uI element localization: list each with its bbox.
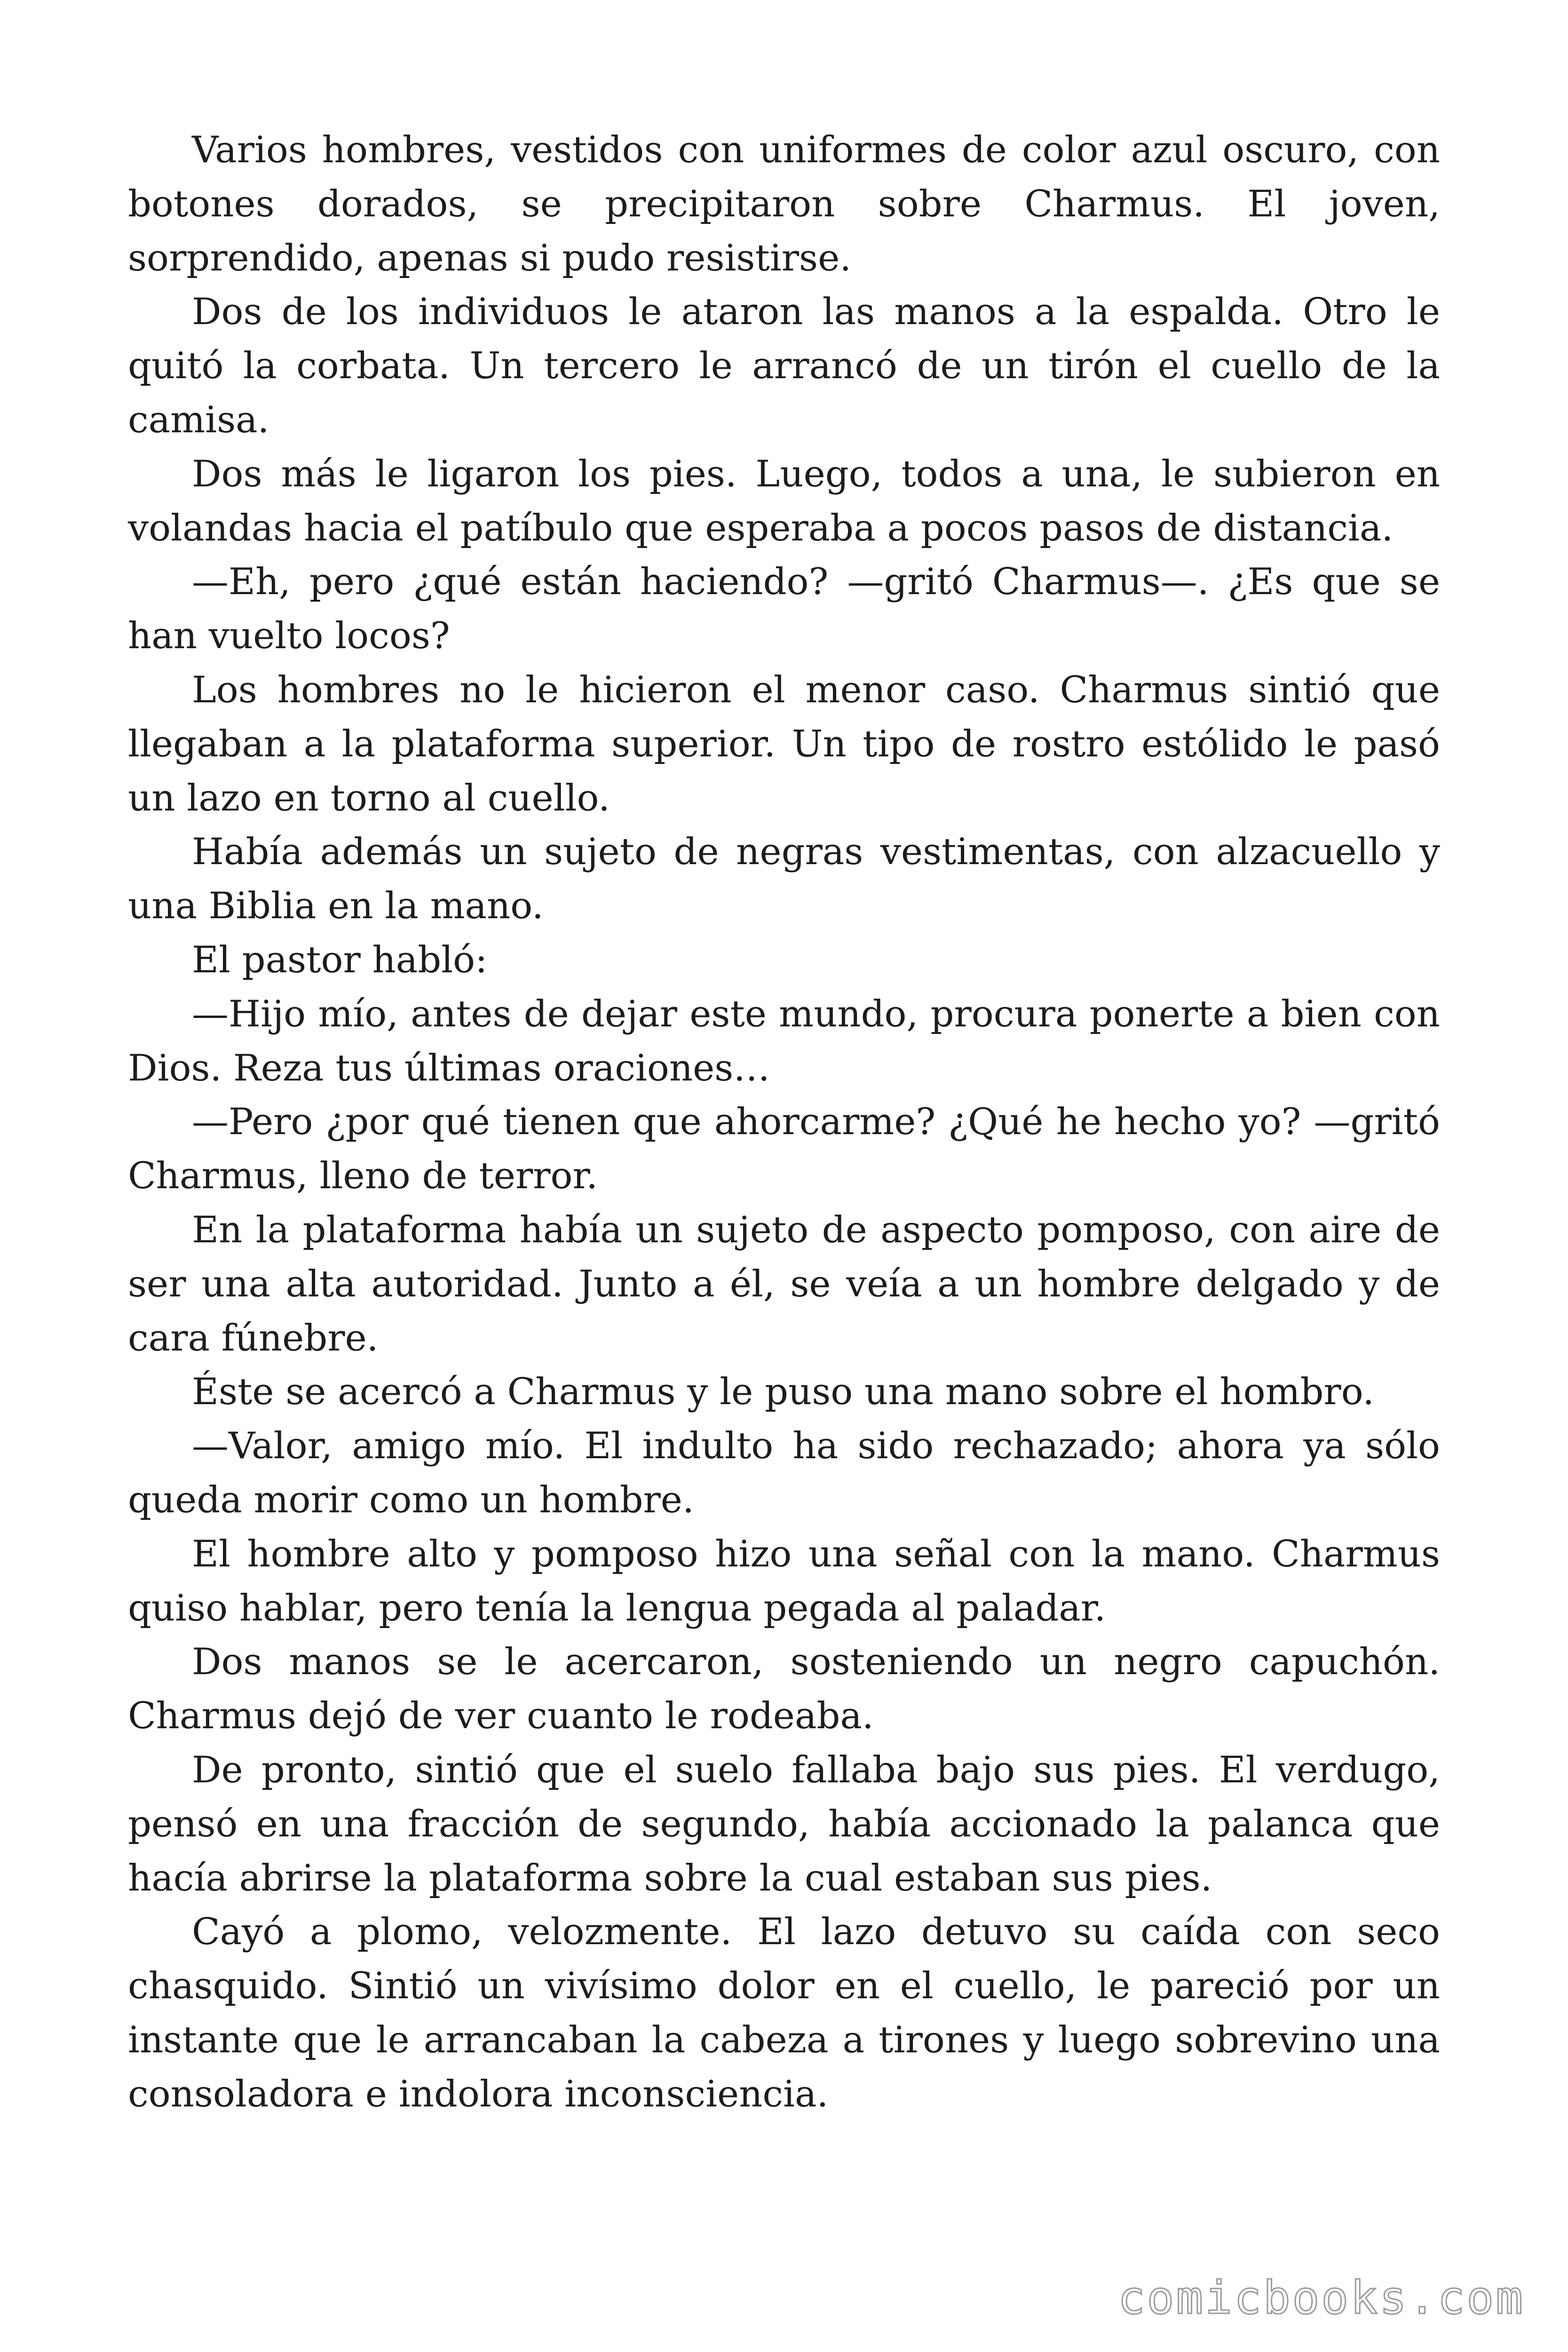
paragraph-11: Éste se acercó a Charmus y le puso una mano sobre el hombro. <box>192 1371 1375 1414</box>
paragraph-10: En la plataforma había un sujeto de aspecto pomposo, con aire de ser una alta autoridad. Junto a él, se veía a un hombre delgado y de cara fúnebre. <box>128 1208 1440 1359</box>
paragraph-4: —Eh, pero ¿qué están haciendo? —gritó Charmus—. ¿Es que se han vuelto locos? <box>128 561 1440 658</box>
paragraph-14: Dos manos se le acercaron, sosteniendo un negro capuchón. Charmus dejó de ver cuanto le rodeaba. <box>128 1641 1440 1738</box>
paragraph-16: Cayó a plomo, velozmente. El lazo detuvo su caída con seco chasquido. Sintió un vivísimo dolor en el cuello, le pareció por un instante que le arrancaban la cabeza a tirones y luego sobrevino una consoladora e indolora inconsciencia. <box>128 1911 1440 2115</box>
paragraph-6: Había además un sujeto de negras vestimentas, con alzacuello y una Biblia en la mano. <box>128 831 1440 928</box>
paragraph-8: —Hijo mío, antes de dejar este mundo, procura ponerte a bien con Dios. Reza tus últimas oraciones… <box>128 993 1440 1089</box>
paragraph-1: Varios hombres, vestidos con uniformes de color azul oscuro, con botones dorados, se precipitaron sobre Charmus. El joven, sorprendido, apenas si pudo resistirse. <box>128 129 1440 279</box>
paragraph-15: De pronto, sintió que el suelo fallaba bajo sus pies. El verdugo, pensó en una fracción de segundo, había accionado la palanca que hacía abrirse la plataforma sobre la cual estaban sus pies. <box>128 1748 1440 1899</box>
paragraph-13: El hombre alto y pomposo hizo una señal con la mano. Charmus quiso hablar, pero tenía la lengua pegada al paladar. <box>128 1533 1440 1629</box>
paragraph-5: Los hombres no le hicieron el menor caso. Charmus sintió que llegaban a la plataforma superior. Un tipo de rostro estólido le pasó un lazo en torno al cuello. <box>128 668 1440 819</box>
watermark: comicbooks.com <box>1117 2272 1525 2324</box>
paragraph-3: Dos más le ligaron los pies. Luego, todos a una, le subieron en volandas hacia el patíbulo que esperaba a pocos pasos de distancia. <box>128 453 1440 549</box>
body-text <box>128 123 1440 2121</box>
paragraph-7: El pastor habló: <box>192 938 488 981</box>
paragraph-2: Dos de los individuos le ataron las manos a la espalda. Otro le quitó la corbata. Un tercero le arrancó de un tirón el cuello de la camisa. <box>128 291 1440 441</box>
paragraph-9: —Pero ¿por qué tienen que ahorcarme? ¿Qué he hecho yo? —gritó Charmus, lleno de terror. <box>128 1101 1440 1198</box>
paragraph-12: —Valor, amigo mío. El indulto ha sido rechazado; ahora ya sólo queda morir como un hombre. <box>128 1425 1440 1521</box>
